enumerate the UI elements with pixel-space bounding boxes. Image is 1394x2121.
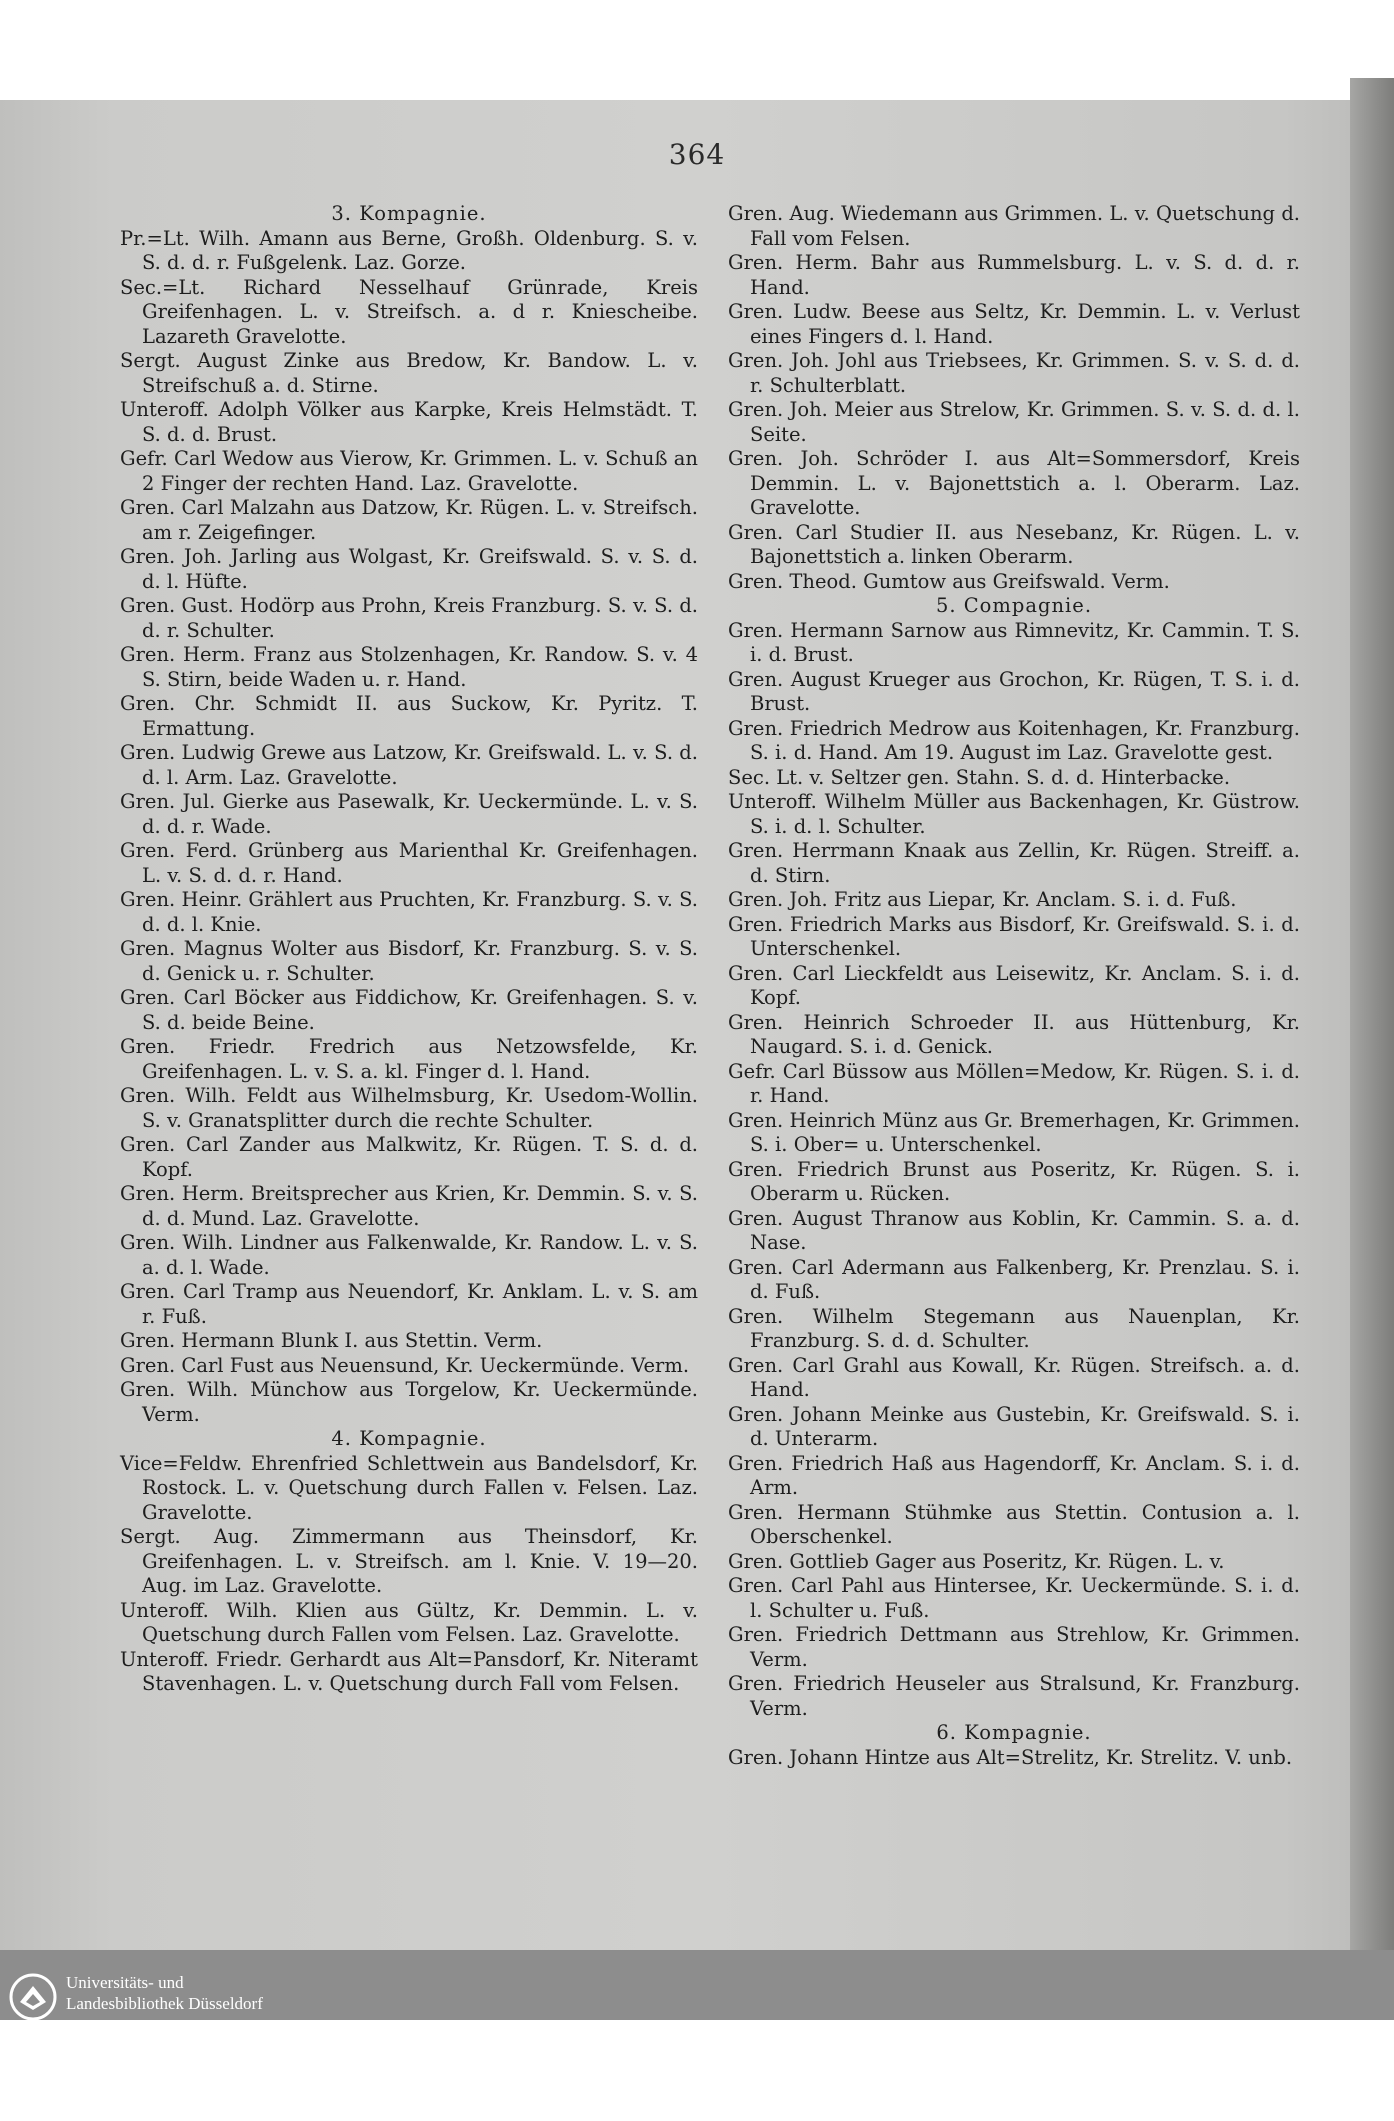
casualty-entry: Sergt. Aug. Zimmermann aus Theinsdorf, Kr. Greifenhagen. L. v. Streifsch. am l. Knie. V. 19—20. Aug. im Laz. Gravelotte. <box>120 1525 698 1597</box>
casualty-entry: Gren. Joh. Johl aus Triebsees, Kr. Grimmen. S. v. S. d. d. r. Schulterblatt. <box>728 349 1300 397</box>
casualty-entry: Gren. Joh. Jarling aus Wolgast, Kr. Greifswald. S. v. S. d. d. l. Hüfte. <box>120 545 698 593</box>
casualty-entry: Gren. Gust. Hodörp aus Prohn, Kreis Franzburg. S. v. S. d. d. r. Schulter. <box>120 594 698 642</box>
casualty-entry: Gren. Herm. Breitsprecher aus Krien, Kr. Demmin. S. v. S. d. d. Mund. Laz. Gravelotte. <box>120 1182 698 1230</box>
casualty-entry: Pr.=Lt. Wilh. Amann aus Berne, Großh. Oldenburg. S. v. S. d. d. r. Fußgelenk. Laz. Gorze. <box>120 226 698 274</box>
casualty-entry: Gren. Hermann Sarnow aus Rimnevitz, Kr. Cammin. T. S. i. d. Brust. <box>728 618 1300 666</box>
library-name-line2: Landesbibliothek Düsseldorf <box>66 1994 263 2013</box>
casualty-entry: Gren. Carl Adermann aus Falkenberg, Kr. Prenzlau. S. i. d. Fuß. <box>728 1255 1300 1303</box>
casualty-entry: Gefr. Carl Wedow aus Vierow, Kr. Grimmen. L. v. Schuß an 2 Finger der rechten Hand. Laz. Gravelotte. <box>120 447 698 495</box>
right-column <box>728 202 1300 1770</box>
casualty-entry: Sec. Lt. v. Seltzer gen. Stahn. S. d. d. Hinterbacke. <box>728 765 1231 789</box>
casualty-entry: Gren. Gottlieb Gager aus Poseritz, Kr. Rügen. L. v. <box>728 1549 1225 1573</box>
left-column <box>120 202 698 1697</box>
casualty-entry: Gren. Jul. Gierke aus Pasewalk, Kr. Ueckermünde. L. v. S. d. d. r. Wade. <box>120 790 698 838</box>
casualty-entry: Gren. Hermann Stühmke aus Stettin. Contusion a. l. Oberschenkel. <box>728 1500 1300 1548</box>
casualty-entry: Gren. Johann Hintze aus Alt=Strelitz, Kr. Strelitz. V. unb. <box>728 1745 1293 1769</box>
casualty-entry: Gren. Magnus Wolter aus Bisdorf, Kr. Franzburg. S. v. S. d. Genick u. r. Schulter. <box>120 937 698 985</box>
casualty-entry: Gefr. Carl Büssow aus Möllen=Medow, Kr. Rügen. S. i. d. r. Hand. <box>728 1059 1300 1107</box>
casualty-entry: Gren. Aug. Wiedemann aus Grimmen. L. v. Quetschung d. Fall vom Felsen. <box>728 202 1300 250</box>
casualty-entry: Gren. Johann Meinke aus Gustebin, Kr. Greifswald. S. i. d. Unterarm. <box>728 1402 1300 1450</box>
top-margin <box>0 0 1394 100</box>
casualty-entry: Gren. Carl Böcker aus Fiddichow, Kr. Greifenhagen. S. v. S. d. beide Beine. <box>120 986 698 1034</box>
casualty-entry: Gren. Ludwig Grewe aus Latzow, Kr. Greifswald. L. v. S. d. d. l. Arm. Laz. Gravelotte. <box>120 741 698 789</box>
library-name <box>66 1972 263 2014</box>
casualty-entry: Gren. Ferd. Grünberg aus Marienthal Kr. Greifenhagen. L. v. S. d. d. r. Hand. <box>120 839 698 887</box>
section-heading: 5. Compagnie. <box>935 594 1093 617</box>
casualty-entry: Unteroff. Adolph Völker aus Karpke, Kreis Helmstädt. T. S. d. d. Brust. <box>120 398 698 446</box>
casualty-entry: Gren. Wilhelm Stegemann aus Nauenplan, Kr. Franzburg. S. d. d. Schulter. <box>728 1304 1300 1352</box>
page-edge-shadow <box>1350 78 1394 1950</box>
casualty-entry: Gren. Herm. Franz aus Stolzenhagen, Kr. Randow. S. v. 4 S. Stirn, beide Waden u. r. Hand. <box>120 643 698 691</box>
casualty-entry: Gren. Wilh. Lindner aus Falkenwalde, Kr. Randow. L. v. S. a. d. l. Wade. <box>120 1231 698 1279</box>
casualty-entry: Gren. Heinr. Grählert aus Pruchten, Kr. Franzburg. S. v. S. d. d. l. Knie. <box>120 888 698 936</box>
casualty-entry: Gren. Friedrich Marks aus Bisdorf, Kr. Greifswald. S. i. d. Unterschenkel. <box>728 912 1300 960</box>
casualty-entry: Unteroff. Wilhelm Müller aus Backenhagen, Kr. Güstrow. S. i. d. l. Schulter. <box>728 790 1300 838</box>
library-name-line1: Universitäts- und <box>66 1973 184 1992</box>
casualty-entry: Gren. Wilh. Münchow aus Torgelow, Kr. Ueckermünde. Verm. <box>120 1378 698 1426</box>
casualty-entry: Gren. Carl Zander aus Malkwitz, Kr. Rügen. T. S. d. d. Kopf. <box>120 1133 698 1181</box>
casualty-entry: Gren. Friedr. Fredrich aus Netzowsfelde, Kr. Greifenhagen. L. v. S. a. kl. Finger d. l. Hand. <box>120 1035 698 1083</box>
casualty-entry: Gren. Friedrich Haß aus Hagendorff, Kr. Anclam. S. i. d. Arm. <box>728 1451 1300 1499</box>
casualty-entry: Gren. Carl Pahl aus Hintersee, Kr. Ueckermünde. S. i. d. l. Schulter u. Fuß. <box>728 1574 1300 1622</box>
casualty-entry: Gren. Joh. Schröder I. aus Alt=Sommersdorf, Kreis Demmin. L. v. Bajonettstich a. l. Oberarm. Laz. Gravelotte. <box>728 447 1300 519</box>
casualty-entry: Vice=Feldw. Ehrenfried Schlettwein aus Bandelsdorf, Kr. Rostock. L. v. Quetschung durch Fallen v. Felsen. Laz. Gravelotte. <box>120 1451 698 1524</box>
section-heading: 3. Kompagnie. <box>331 202 487 225</box>
casualty-entry: Gren. Heinrich Schroeder II. aus Hüttenburg, Kr. Naugard. S. i. d. Genick. <box>728 1010 1300 1058</box>
library-logo-icon <box>8 1972 58 2022</box>
casualty-entry: Gren. Friedrich Medrow aus Koitenhagen, Kr. Franzburg. S. i. d. Hand. Am 19. August im Laz. Gravelotte gest. <box>728 716 1300 764</box>
casualty-entry: Gren. Herm. Bahr aus Rummelsburg. L. v. S. d. d. r. Hand. <box>728 251 1300 299</box>
section-heading: 4. Kompagnie. <box>331 1427 487 1450</box>
casualty-entry: Gren. Carl Tramp aus Neuendorf, Kr. Anklam. L. v. S. am r. Fuß. <box>120 1280 698 1328</box>
casualty-entry: Unteroff. Wilh. Klien aus Gültz, Kr. Demmin. L. v. Quetschung durch Fallen vom Felsen. Laz. Gravelotte. <box>120 1598 698 1646</box>
casualty-entry: Gren. Chr. Schmidt II. aus Suckow, Kr. Pyritz. T. Ermattung. <box>120 692 698 740</box>
casualty-entry: Gren. Ludw. Beese aus Seltz, Kr. Demmin. L. v. Verlust eines Fingers d. l. Hand. <box>728 300 1300 348</box>
casualty-entry: Gren. Joh. Meier aus Strelow, Kr. Grimmen. S. v. S. d. d. l. Seite. <box>728 398 1300 446</box>
casualty-entry: Gren. August Krueger aus Grochon, Kr. Rügen, T. S. i. d. Brust. <box>728 667 1300 715</box>
casualty-entry: Gren. August Thranow aus Koblin, Kr. Cammin. S. a. d. Nase. <box>728 1206 1300 1254</box>
casualty-entry: Gren. Friedrich Brunst aus Poseritz, Kr. Rügen. S. i. Oberarm u. Rücken. <box>728 1157 1300 1205</box>
casualty-entry: Gren. Theod. Gumtow aus Greifswald. Verm. <box>728 569 1170 593</box>
casualty-entry: Sergt. August Zinke aus Bredow, Kr. Bandow. L. v. Streifschuß a. d. Stirne. <box>120 349 698 397</box>
casualty-entry: Unteroff. Friedr. Gerhardt aus Alt=Pansdorf, Kr. Niteramt Stavenhagen. L. v. Quetschung durch Fall vom Felsen. <box>120 1647 698 1695</box>
section-heading: 6. Kompagnie. <box>936 1721 1092 1744</box>
casualty-entry: Gren. Carl Malzahn aus Datzow, Kr. Rügen. L. v. Streifsch. am r. Zeigefinger. <box>120 496 698 544</box>
casualty-entry: Gren. Carl Studier II. aus Nesebanz, Kr. Rügen. L. v. Bajonettstich a. linken Oberarm. <box>728 520 1300 568</box>
casualty-entry: Gren. Herrmann Knaak aus Zellin, Kr. Rügen. Streiff. a. d. Stirn. <box>728 839 1300 887</box>
page-number: 364 <box>668 138 726 171</box>
casualty-entry: Gren. Friedrich Heuseler aus Stralsund, Kr. Franzburg. Verm. <box>728 1672 1300 1720</box>
casualty-entry: Gren. Joh. Fritz aus Liepar, Kr. Anclam. S. i. d. Fuß. <box>728 888 1237 911</box>
casualty-entry: Gren. Carl Lieckfeldt aus Leisewitz, Kr. Anclam. S. i. d. Kopf. <box>728 961 1300 1009</box>
casualty-entry: Gren. Friedrich Dettmann aus Strehlow, Kr. Grimmen. Verm. <box>728 1623 1300 1671</box>
casualty-entry: Gren. Heinrich Münz aus Gr. Bremerhagen, Kr. Grimmen. S. i. Ober= u. Unterschenkel. <box>728 1108 1300 1156</box>
casualty-entry: Sec.=Lt. Richard Nesselhauf Grünrade, Kreis Greifenhagen. L. v. Streifsch. a. d r. Kniescheibe. Lazareth Gravelotte. <box>120 275 698 348</box>
casualty-entry: Gren. Hermann Blunk I. aus Stettin. Verm. <box>120 1329 543 1352</box>
casualty-entry: Gren. Carl Fust aus Neuensund, Kr. Ueckermünde. Verm. <box>120 1353 690 1377</box>
casualty-entry: Gren. Wilh. Feldt aus Wilhelmsburg, Kr. Usedom-Wollin. S. v. Granatsplitter durch die rechte Schulter. <box>120 1084 698 1132</box>
casualty-entry: Gren. Carl Grahl aus Kowall, Kr. Rügen. Streifsch. a. d. Hand. <box>728 1353 1300 1401</box>
